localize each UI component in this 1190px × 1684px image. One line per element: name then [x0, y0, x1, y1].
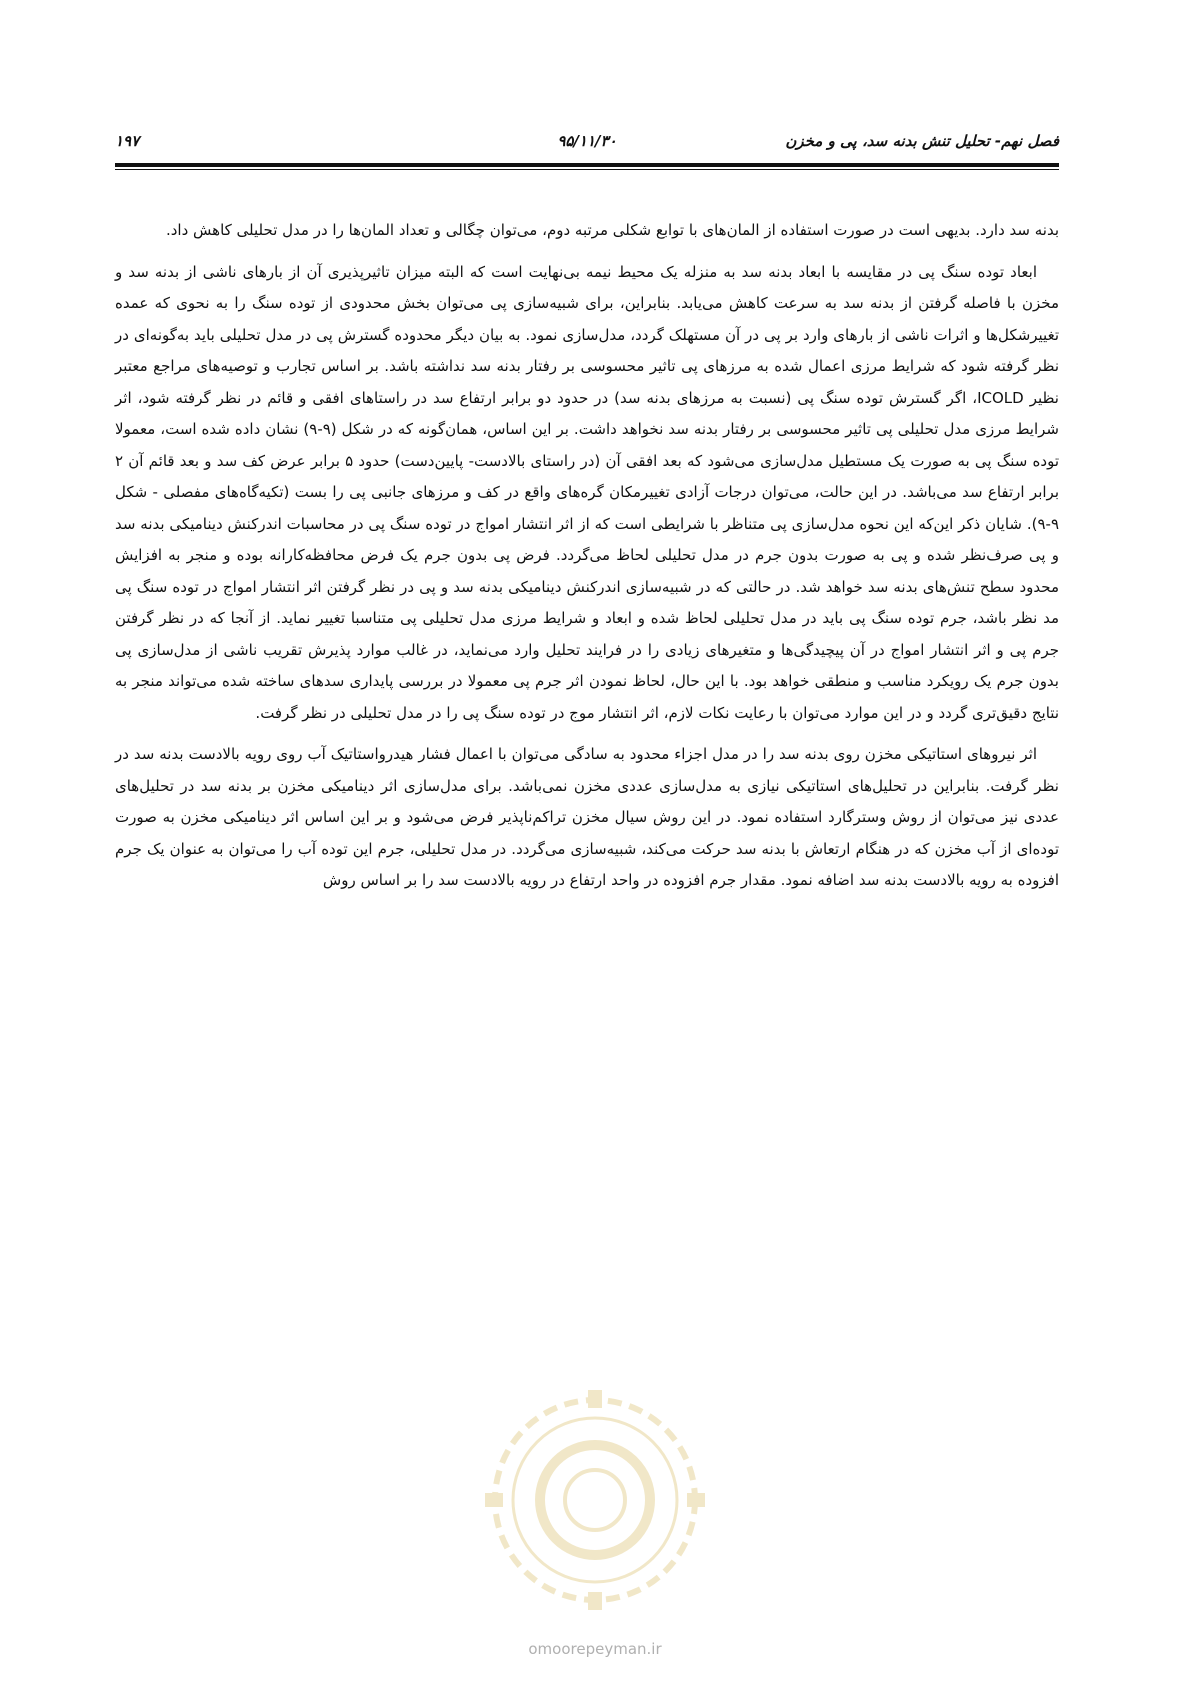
watermark-url: omoorepeyman.ir — [528, 1640, 662, 1658]
header-rule-thin — [115, 169, 1059, 170]
body-text — [115, 215, 1059, 907]
paragraph-2: ابعاد توده سنگ پی در مقایسه با ابعاد بدنه سد به منزله یک محیط نیمه بی‌نهایت است که البته میزان تاثیرپذیری آن از بارهای ناشی از بدنه سد و مخزن با فاصله گرفتن از بدنه سد به سرعت کاهش می‌یابد. بنابراین، برای شبیه‌سازی پی می‌توان بخش محدودی از توده سنگ را به نحوی که عمده تغییرشکل‌ها و اثرات ناشی از بارهای وارد بر پی در آن مستهلک گردد، مدل‌سازی نمود. به بیان دیگر محدوده گسترش پی در مدل تحلیلی باید به‌گونه‌ای در نظر گرفته شود که شرایط مرزی اعمال شده به مرزهای پی تاثیر محسوسی بر رفتار بدنه سد نداشته باشد. بر اساس تجارب و توصیه‌های مراجع معتبر نظیر ICOLD، اگر گسترش توده سنگ پی (نسبت به مرزهای بدنه سد) در حدود دو برابر ارتفاع سد در راستاهای افقی و قائم در نظر گرفته شود، اثر شرایط مرزی مدل تحلیلی پی تاثیر محسوسی بر رفتار بدنه سد نخواهد داشت. بر این اساس، همان‌گونه که در شکل (۹-۹) نشان داده شده است، معمولا توده سنگ پی به صورت یک مستطیل مدل‌سازی می‌شود که بعد افقی آن (در راستای بالادست- پایین‌دست) حدود ۵ برابر عرض کف سد و بعد قائم آن ۲ برابر ارتفاع سد می‌باشد. در این حالت، می‌توان درجات آزادی تغییرمکان گره‌های واقع در کف و مرزهای جانبی پی را بست (تکیه‌گاه‌های مفصلی - شکل ۹-۹). شایان ذکر این‌که این نحوه مدل‌سازی پی متناظر با شرایطی است که از اثر انتشار امواج در توده سنگ پی در محاسبات اندرکنش دینامیکی بدنه سد و پی صرف‌نظر شده و پی به صورت بدون جرم در مدل تحلیلی لحاظ می‌گردد. فرض پی بدون جرم یک فرض محافظه‌کارانه بوده و منجر به افزایش محدود سطح تنش‌های بدنه سد خواهد شد. در حالتی که در شبیه‌سازی اندرکنش دینامیکی بدنه سد و پی در نظر گرفتن اثر انتشار امواج در توده سنگ پی مد نظر باشد، جرم توده سنگ پی باید در مدل تحلیلی لحاظ شده و ابعاد و شرایط مرزی مدل تحلیلی پی متناسبا تغییر نماید. از آنجا که در نظر گرفتن جرم پی و اثر انتشار امواج در آن پیچیدگی‌ها و متغیرهای زیادی را در فرایند تحلیل وارد می‌نماید، در غالب موارد پذیرش تقریب ناشی از مدل‌سازی پی بدون جرم یک رویکرد مناسب و منطقی خواهد بود. با این حال، لحاظ نمودن اثر جرم پی معمولا در بررسی پایداری سدهای ساخته شده می‌تواند منجر به نتایج دقیق‌تری گردد و در این موارد می‌توان با رعایت نکات لازم، اثر انتشار موج در توده سنگ پی را در مدل تحلیلی در نظر گرفت. — [115, 262, 1059, 722]
gear-seal-icon — [470, 1385, 720, 1615]
paragraph-3: اثر نیروهای استاتیکی مخزن روی بدنه سد را در مدل اجزاء محدود به سادگی می‌توان با اعمال فشار هیدرواستاتیک آب روی رویه بالادست بدنه سد در نظر گرفت. بنابراین در تحلیل‌های استاتیکی نیازی به مدل‌سازی عددی مخزن نمی‌باشد. برای مدل‌سازی اثر دینامیکی مخزن بر بدنه سد در تحلیل‌های عددی نیز می‌توان از روش وسترگارد استفاده نمود. در این روش سیال مخزن تراکم‌ناپذیر فرض می‌شود و بر این اساس اثر دینامیکی مخزن به صورت توده‌ای از آب مخزن که در هنگام ارتعاش با بدنه سد حرکت می‌کند، شبیه‌سازی می‌گردد. در مدل تحلیلی، جرم این توده آب را می‌توان به عنوان یک جرم افزوده به رویه بالادست بدنه سد اضافه نمود. مقدار جرم افزوده در واحد ارتفاع در رویه بالادست سد را بر اساس روش — [115, 745, 1059, 889]
header-rule-thick — [115, 163, 1059, 167]
page-number: ۱۹۷ — [115, 132, 140, 150]
page-header — [115, 128, 1059, 162]
paragraph-1: بدنه سد دارد. بدیهی است در صورت استفاده از المان‌های با توابع شکلی مرتبه دوم، می‌توان چگالی و تعداد المان‌ها را در مدل تحلیلی کاهش داد. — [165, 221, 1059, 239]
header-date: ۹۵/۱۱/۳۰ — [557, 132, 617, 150]
chapter-title: فصل نهم- تحلیل تنش بدنه سد، پی و مخزن — [785, 132, 1059, 150]
